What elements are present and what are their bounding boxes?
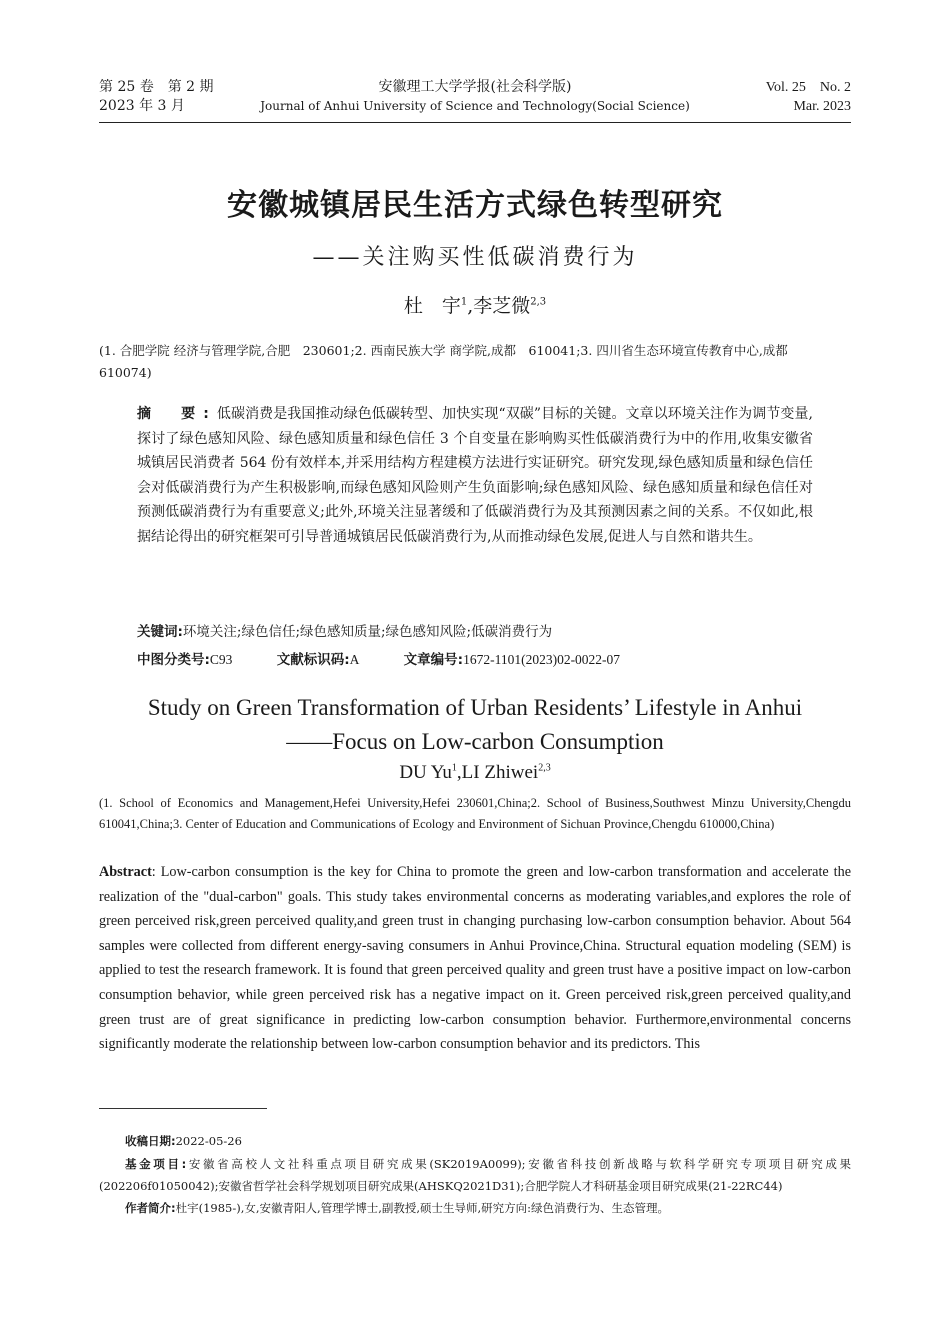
abstract-en — [99, 860, 851, 1057]
received-label: 收稿日期: — [125, 1134, 176, 1148]
classification-row — [137, 650, 813, 670]
header-right — [766, 78, 851, 116]
authors-cn — [0, 291, 950, 318]
authors-en — [0, 762, 950, 784]
article-subtitle-en: ——Focus on Low-carbon Consumption — [286, 729, 664, 754]
received-date: 2022-05-26 — [175, 1134, 242, 1148]
keywords-cn — [137, 622, 813, 642]
volume-issue-en: Vol. 25 No. 2 — [765, 80, 851, 95]
author-1-affil-mark: 1 — [460, 296, 468, 308]
abstract-cn — [137, 402, 813, 550]
author-1-name: 杜 宇 — [403, 295, 461, 317]
date-cn: 2023 年 3 月 — [99, 98, 185, 114]
document-code-label: 文献标识码: — [276, 652, 350, 668]
funding-text: 安徽省高校人文社科重点项目研究成果(SK2019A0099);安徽省科技创新战略与软科学研究专项项目研究成果(202206f01050042);安徽省哲学社会科学规划项目研究成果(AHSKQ2021D31);合肥学院人才科研基金项目研究成果(21-22RC44) — [99, 1157, 851, 1193]
footnote-author-bio — [99, 1197, 851, 1219]
funding-label: 基金项目: — [125, 1157, 187, 1171]
header-divider — [99, 122, 851, 123]
abstract-cn-text: 低碳消费是我国推动绿色低碳转型、加快实现“双碳”目标的关键。文章以环境关注作为调节变量,探讨了绿色感知风险、绿色感知质量和绿色信任 3 个自变量在影响购买性低碳消费行为中的作用,收集安徽省城镇居民消费者 564 份有效样本,并采用结构方程建模方法进行实证研究。研究发现,绿色感知质量和绿色信任会对低碳消费行为产生积极影响,而绿色感知风险则产生负面影响;绿色感知风险、绿色感知质量和绿色信任对预测低碳消费行为有重要意义;此外,环境关注显著缓和了低碳消费行为及其预测因素之间的关系。不仅如此,根据结论得出的研究框架可引导普通城镇居民低碳消费行为,从而推动绿色发展,促进人与自然和谐共生。 — [137, 406, 813, 545]
volume-issue-cn: 第 25 卷 第 2 期 — [99, 79, 214, 95]
author-2-name-en: LI Zhiwei — [461, 762, 539, 783]
affiliations-en: (1. School of Economics and Management,Hefei University,Hefei 230601,China;2. School of Business,Southwest Minzu University,Chengdu 610041,China;3. Center of Education and Communications of Ecology and Environment of Sichuan Province,Chengdu 610000,China) — [99, 796, 851, 831]
author-separator-en: , — [456, 762, 462, 783]
journal-title-en: Journal of Anhui University of Science and Technology(Social Science) — [260, 99, 690, 113]
footnote-funding — [99, 1153, 851, 1197]
date-en: Mar. 2023 — [793, 99, 851, 114]
running-header — [99, 78, 851, 122]
clc-value: C93 — [209, 652, 233, 667]
keywords-cn-label: 关键词: — [137, 624, 183, 640]
header-center — [99, 78, 851, 116]
author-1-name-en: DU Yu — [399, 762, 452, 783]
article-number-value: 1672-1101(2023)02-0022-07 — [463, 652, 621, 667]
footnote-divider — [99, 1108, 267, 1109]
clc-label: 中图分类号: — [137, 652, 210, 668]
clc-number — [137, 652, 232, 668]
footnote-received — [99, 1130, 851, 1152]
article-subtitle-cn: ——关注购买性低碳消费行为 — [312, 245, 638, 270]
affiliations-cn: (1. 合肥学院 经济与管理学院,合肥 230601;2. 西南民族大学 商学院,成都 610041;3. 四川省生态环境宣传教育中心,成都 610074) — [99, 343, 801, 380]
author-2-name: 李芝微 — [473, 295, 531, 317]
document-code-value: A — [349, 652, 360, 667]
abstract-en-label: Abstract — [99, 864, 152, 880]
journal-title-cn: 安徽理工大学学报(社会科学版) — [378, 79, 572, 95]
keywords-cn-text: 环境关注;绿色信任;绿色感知质量;绿色感知风险;低碳消费行为 — [182, 624, 553, 640]
document-code — [277, 652, 360, 668]
article-title-cn: 安徽城镇居民生活方式绿色转型研究 — [227, 188, 723, 223]
article-title-en: Study on Green Transformation of Urban Residents’ Lifestyle in Anhui — [147, 695, 803, 720]
article-number-label: 文章编号: — [403, 652, 464, 668]
author-2-affil-mark: 2,3 — [530, 296, 547, 308]
abstract-en-text: Low-carbon consumption is the key for China to promote the green and low-carbon transformation and accelerate the realization of the "dual-carbon" goals. This study takes environmental concerns as moderating variables,and explores the role of green perceived risk,green perceived quality,and green trust in changing purchasing low-carbon consumption behavior. About 564 samples were collected from different energy-saving consumers in Anhui Province,China. Structural equation modeling (SEM) is applied to test the research framework. It is found that green perceived quality and green trust have a positive impact on low-carbon consumption behavior, while green perceived risk has a negative impact on it. Green perceived risk,green perceived quality,and green trust are of great significance in predicting low-carbon consumption behavior. Furthermore,environmental concerns significantly moderate the relationship between low-carbon consumption behavior and its predictors. This — [99, 864, 851, 1053]
author-bio-text: 杜宇(1985-),女,安徽青阳人,管理学博士,副教授,硕士生导师,研究方向:绿色消费行为、生态管理。 — [175, 1201, 670, 1215]
author-bio-label: 作者简介: — [125, 1201, 176, 1215]
abstract-en-colon: : — [151, 864, 156, 880]
author-2-affil-mark-en: 2,3 — [538, 762, 551, 774]
article-number — [404, 652, 620, 668]
author-1-affil-mark-en: 1 — [451, 762, 457, 774]
abstract-cn-label: 摘 要: — [137, 406, 217, 422]
author-separator: , — [467, 295, 474, 317]
